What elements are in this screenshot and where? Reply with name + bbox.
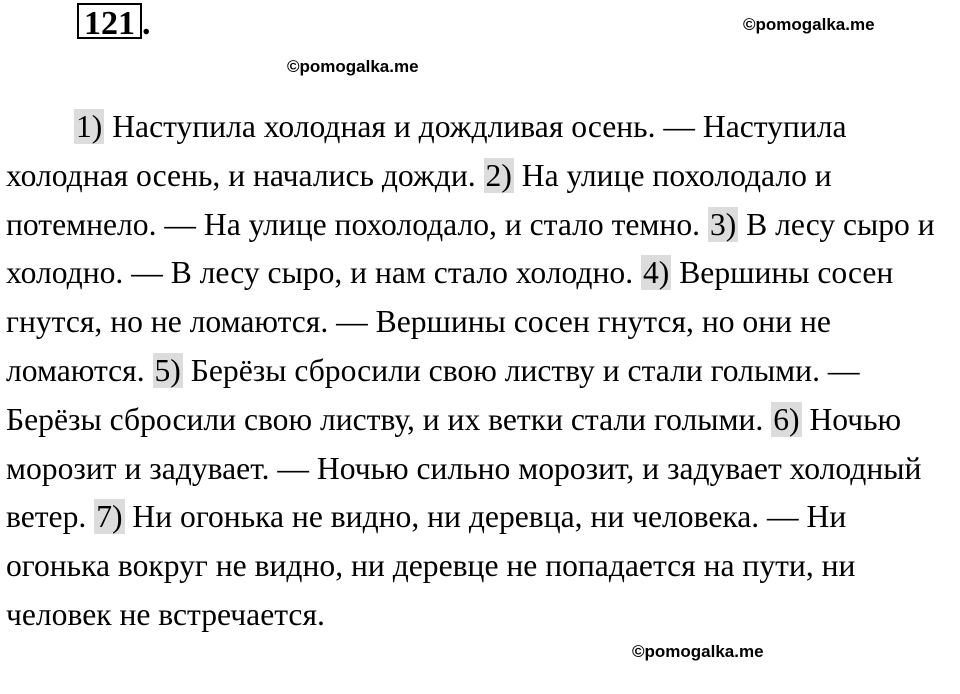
sentence-marker-6: 6) [773, 401, 800, 437]
sentence-marker-4: 4) [643, 255, 670, 291]
sentence-text-7: Ни огонька не видно, ни деревца, ни человека. — Ни огонька вокруг не видно, ни деревце не попадается на пути, ни человек не встречается. [6, 499, 856, 632]
sentence-text-6: Ночью морозит и задувает. — Ночью сильно морозит, и задувает холодный ветер. [6, 401, 922, 535]
sentence-text-3: В лесу сыро и холодно. — В лесу сыро, и нам стало холодно. [6, 206, 935, 291]
sentence-marker-2: 2) [485, 157, 512, 193]
watermark-top-left: ©pomogalka.me [287, 57, 419, 76]
sentence-marker-3: 3) [709, 206, 737, 242]
watermark-top-right: ©pomogalka.me [743, 15, 875, 34]
sentence-marker-5: 5) [154, 352, 181, 388]
sentence-text-1: Наступила холодная и дождливая осень. — Наступила холодная осень, и начались дожди. [6, 109, 847, 193]
sentence-marker-1: 1) [76, 109, 103, 144]
answer-paragraph [6, 103, 958, 640]
sentence-text-5: Берёзы сбросили свою листву и стали голыми. — Берёзы сбросили свою листву, и их ветки стали голыми. [6, 352, 860, 437]
task-number-suffix: . [142, 5, 151, 42]
sentence-text-2: На улице похолодало и потемнело. — На улице похолодало, и стало темно. [6, 157, 832, 242]
task-number [77, 3, 151, 44]
sentence-text-4: Вершины сосен гнутся, но не ломаются. — Вершины сосен гнутся, но они не ломаются. [6, 255, 894, 388]
task-number-value: 121 [84, 5, 135, 42]
task-number-box [77, 3, 142, 42]
watermark-bottom: ©pomogalka.me [632, 642, 764, 661]
sentence-marker-7: 7) [96, 499, 123, 535]
